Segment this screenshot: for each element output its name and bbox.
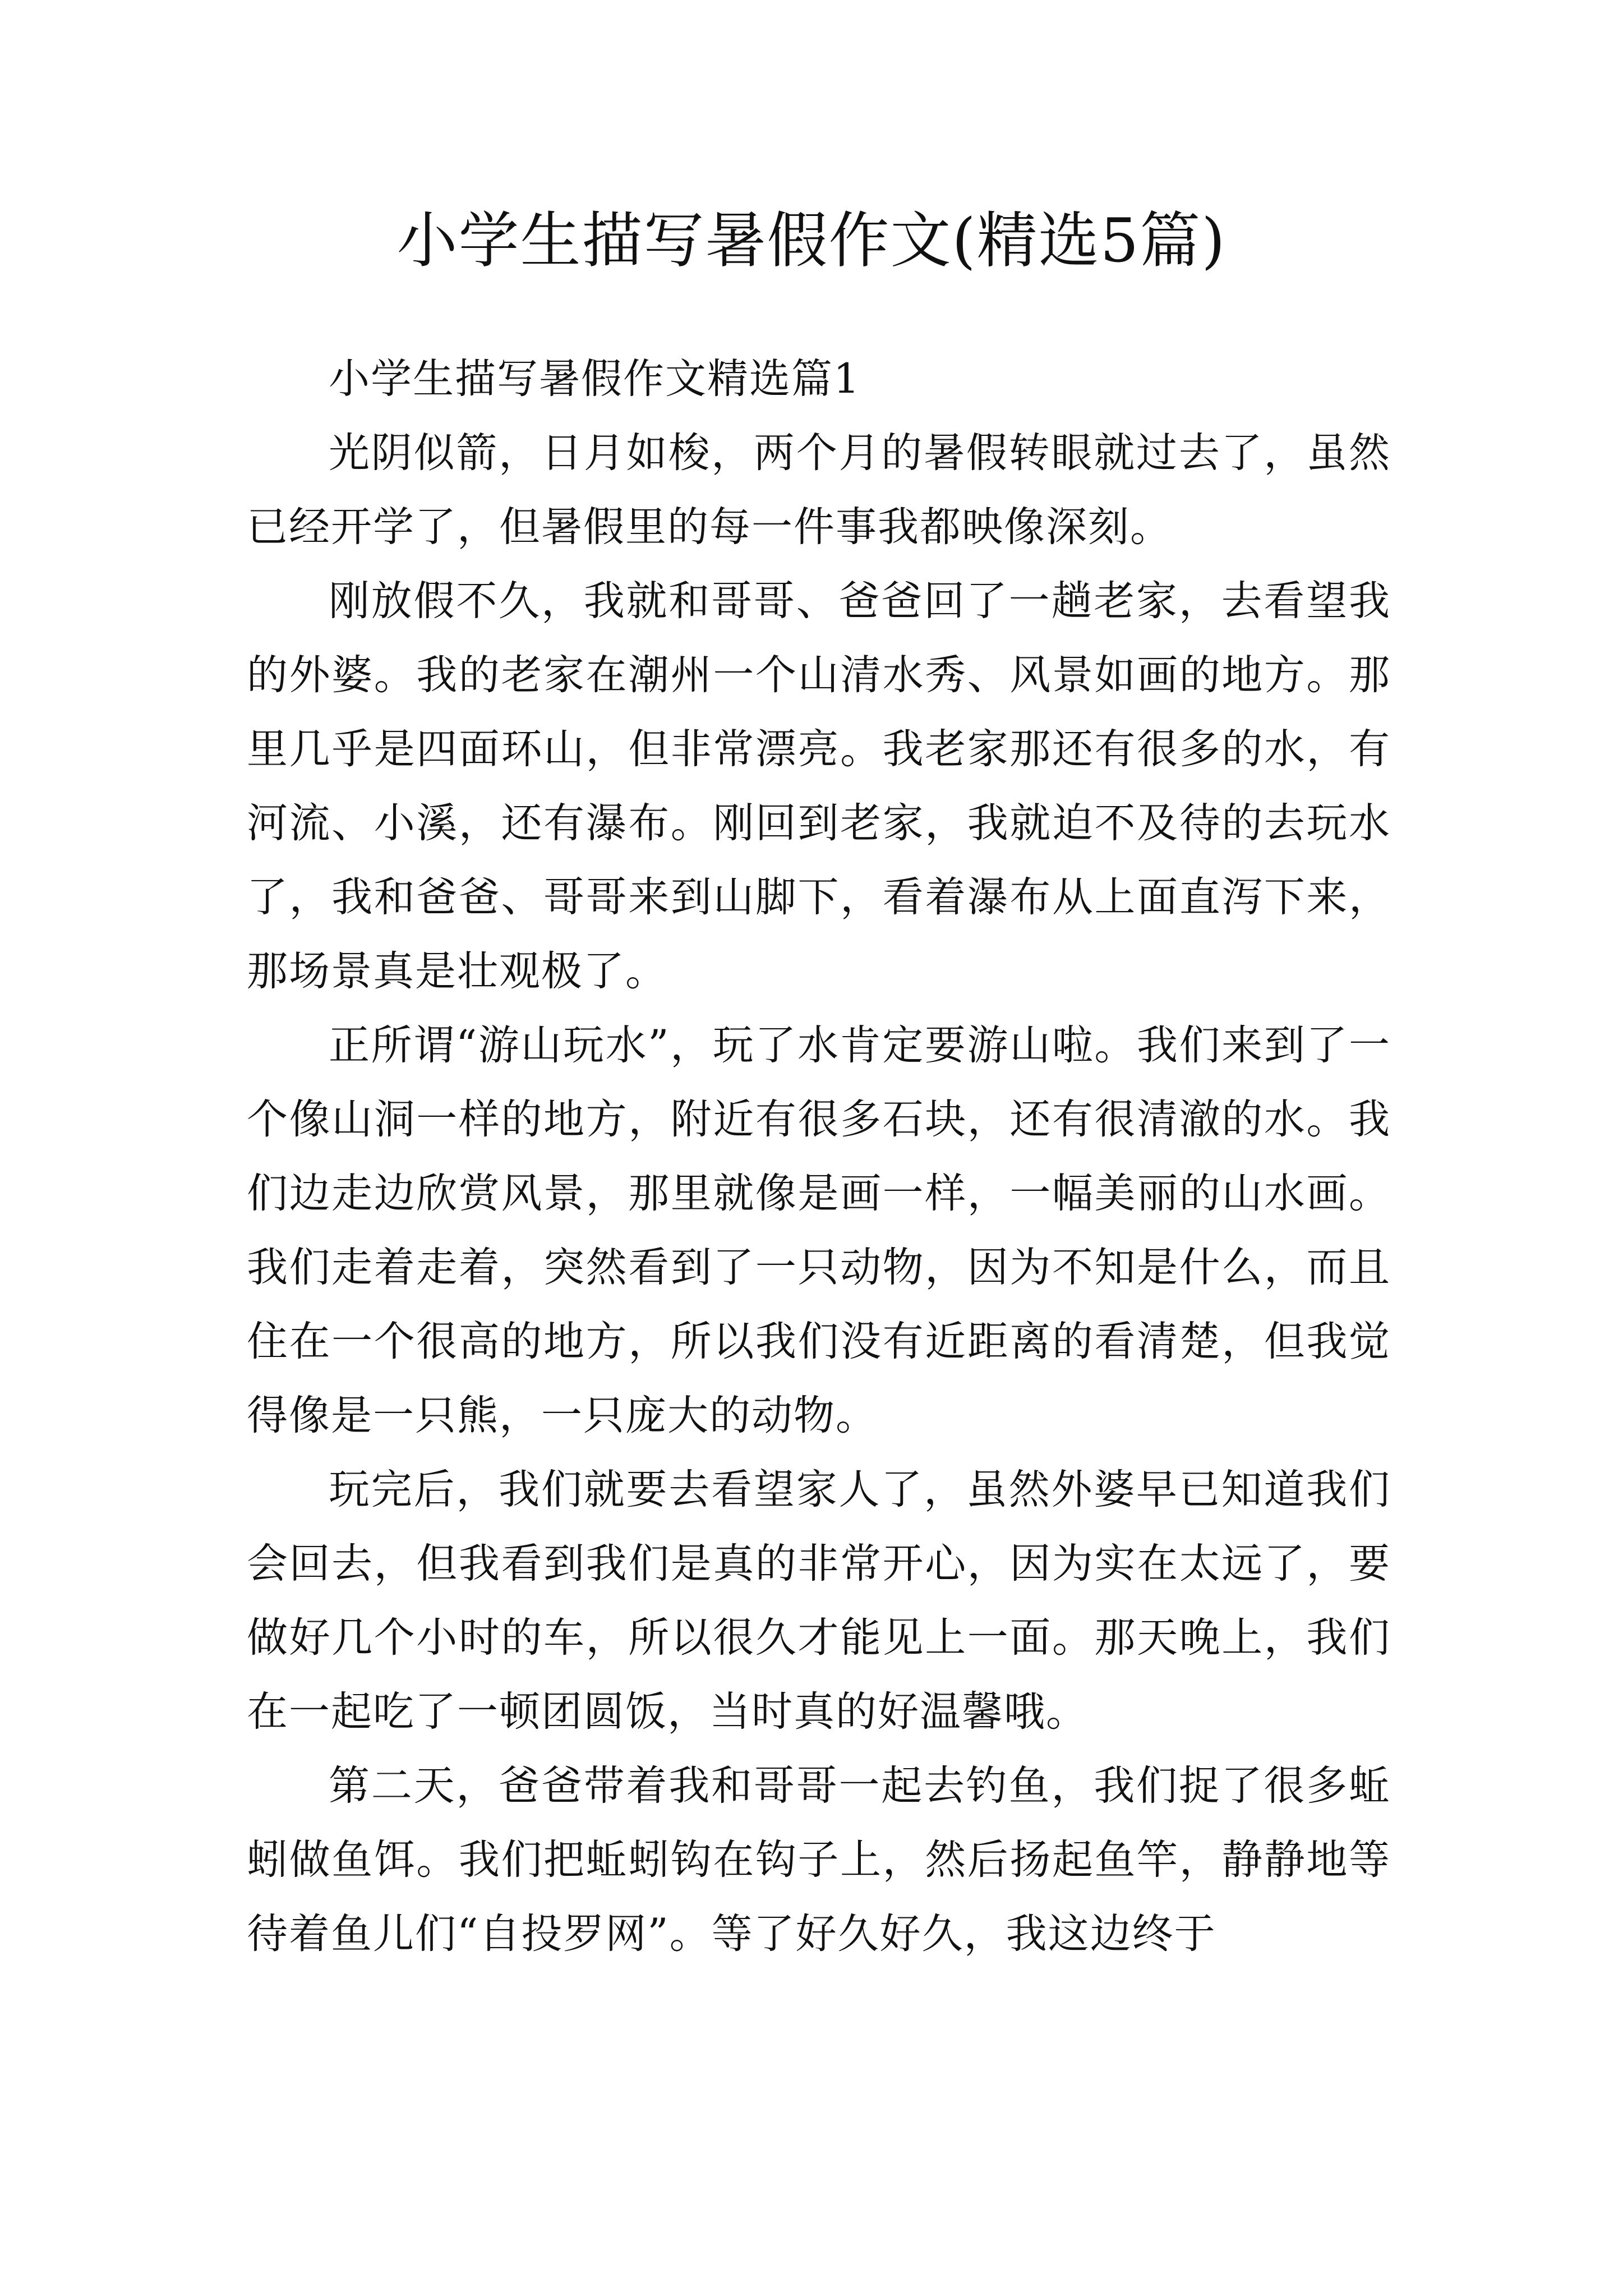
paragraph-1: 光阴似箭，日月如梭，两个月的暑假转眼就过去了，虽然已经开学了，但暑假里的每一件事我都映像深刻。 — [247, 429, 1391, 551]
paragraph-5: 第二天，爸爸带着我和哥哥一起去钓鱼，我们捉了很多蚯蚓做鱼饵。我们把蚯蚓钩在钩子上，然后扬起鱼竿，静静地等待着鱼儿们“自投罗网”。等了好久好久，我这边终于 — [247, 1762, 1391, 1958]
document-body — [247, 342, 1391, 1971]
paragraph-2: 刚放假不久，我就和哥哥、爸爸回了一趟老家，去看望我的外婆。我的老家在潮州一个山清水秀、风景如画的地方。那里几乎是四面环山，但非常漂亮。我老家那还有很多的水，有河流、小溪，还有瀑布。刚回到老家，我就迫不及待的去玩水了，我和爸爸、哥哥来到山脚下，看着瀑布从上面直泻下来，那场景真是壮观极了。 — [247, 577, 1391, 995]
section-heading: 小学生描写暑假作文精选篇1 — [329, 355, 861, 403]
paragraph-3: 正所谓“游山玩水”，玩了水肯定要游山啦。我们来到了一个像山洞一样的地方，附近有很多石块，还有很清澈的水。我们边走边欣赏风景，那里就像是画一样，一幅美丽的山水画。我们走着走着，突然看到了一只动物，因为不知是什么，而且住在一个很高的地方，所以我们没有近距离的看清楚，但我觉得像是一只熊，一只庞大的动物。 — [247, 1022, 1391, 1439]
paragraph-4: 玩完后，我们就要去看望家人了，虽然外婆早已知道我们会回去，但我看到我们是真的非常开心，因为实在太远了，要做好几个小时的车，所以很久才能见上一面。那天晚上，我们在一起吃了一顿团圆饭，当时真的好温馨哦。 — [247, 1466, 1391, 1736]
document-title: 小学生描写暑假作文(精选5篇) — [396, 206, 1227, 276]
